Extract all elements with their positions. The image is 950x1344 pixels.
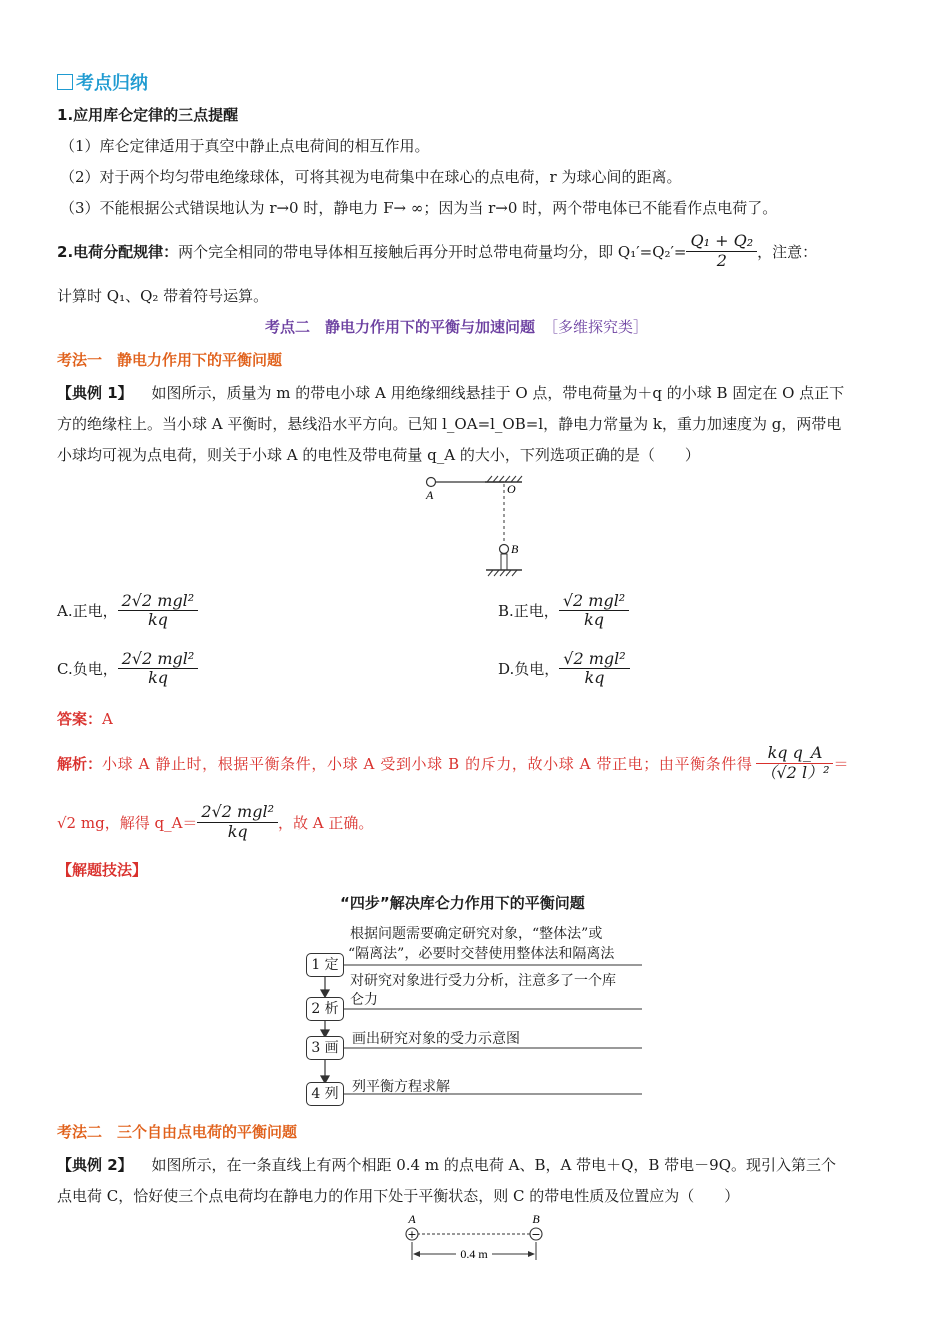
point2-title: 2.电荷分配规律： bbox=[57, 242, 179, 261]
answer: 答案：A bbox=[57, 710, 113, 728]
analysis-fraction-2: $\frac{\text{2√2 mgl²}}{kq}$ bbox=[197, 803, 278, 841]
option-b-den: kq bbox=[584, 610, 604, 630]
step-1-text-2: “隔离法”，必要时交替使用整体法和隔离法 bbox=[348, 946, 615, 962]
step-1-box: 1 定 bbox=[306, 953, 344, 977]
point1-title: 1.应用库仑定律的三点提醒 bbox=[57, 106, 239, 124]
option-a-den: kq bbox=[147, 610, 168, 630]
point2-fraction bbox=[686, 232, 757, 270]
option-a[interactable]: A. 正电， $\frac{\text{2√2 mgl²}}{kq}$ bbox=[57, 592, 198, 630]
analysis-fraction: $\frac{\text{kq q\_A}}{\text{（√2 l）²}}$ bbox=[756, 744, 833, 782]
minus-sign: − bbox=[531, 1228, 541, 1241]
option-d[interactable]: D. 负电， $\frac{\text{√2 mgl²}}{kq}$ bbox=[498, 650, 630, 688]
point2-line1 bbox=[57, 228, 817, 274]
distance-label: 0.4 m bbox=[460, 1247, 488, 1261]
technique-diagram-title: “四步”解决库仑力作用下的平衡问题 bbox=[340, 894, 585, 912]
analysis-label: 解析： bbox=[57, 754, 103, 773]
label-a: A bbox=[426, 488, 434, 502]
charge-a-label: A bbox=[408, 1212, 416, 1226]
step-1-text-1: 根据问题需要确定研究对象，“整体法”或 bbox=[350, 926, 603, 942]
point1-item-1: （1）库仑定律适用于真空中静止点电荷间的相互作用。 bbox=[60, 137, 430, 155]
option-c[interactable]: C. 负电， $\frac{\text{2√2 mgl²}}{kq}$ bbox=[57, 650, 198, 688]
analysis-text: 小球 A 静止时，根据平衡条件，小球 A 受到小球 B 的斥力，故小球 A 带正电；由平衡条件得 bbox=[102, 754, 753, 773]
step-2-text-1: 对研究对象进行受力分析，注意多了一个库 bbox=[350, 973, 616, 989]
option-b[interactable]: B. 正电， $\frac{\text{√2 mgl²}}{kq}$ bbox=[498, 592, 629, 630]
point2-text-after: ，注意： bbox=[757, 242, 818, 261]
point2-text: 两个完全相同的带电导体相互接触后再分开时总带电荷量均分，即 Q₁′=Q₂′= bbox=[178, 242, 687, 261]
analysis-line2: √2 mg，解得 q_A＝ $\frac{\text{2√2 mgl²}}{kq}$ ，故 A 正确。 bbox=[57, 802, 374, 841]
example2-line1: 【典例 2】 如图所示，在一条直线上有两个相距 0.4 m 的点电荷 A、B，A 带电＋Q，B 带电－9Q。现引入第三个 bbox=[57, 1156, 836, 1174]
option-d-num: √2 mgl² bbox=[559, 650, 629, 669]
answer-value: A bbox=[102, 710, 113, 728]
option-d-den: kq bbox=[584, 668, 605, 688]
pendulum-figure bbox=[420, 472, 530, 578]
label-o: O bbox=[507, 482, 516, 496]
step-2-box: 2 析 bbox=[306, 997, 344, 1021]
analysis-line1: 解析： 小球 A 静止时，根据平衡条件，小球 A 受到小球 B 的斥力，故小球 A 带正电；由平衡条件得 $\frac{\text{kq q\_A}}{\text{（√2 l）²}}$ ＝ bbox=[57, 743, 849, 782]
example1-line2: 方的绝缘柱上。当小球 A 平衡时，悬线沿水平方向。已知 l_OA=l_OB=l，静电力常量为 k，重力加速度为 g，两带电 bbox=[57, 415, 842, 433]
point2-frac-den: 2 bbox=[716, 250, 727, 270]
point2-line2: 计算时 Q₁、Q₂ 带着符号运算。 bbox=[57, 287, 269, 305]
ball-b bbox=[500, 545, 509, 554]
step-4-text: 列平衡方程求解 bbox=[352, 1079, 450, 1095]
checkbox-square-icon bbox=[57, 74, 73, 90]
example2-label: 【典例 2】 bbox=[57, 1156, 133, 1174]
step-4-box: 4 列 bbox=[306, 1082, 344, 1106]
option-c-den: kq bbox=[148, 668, 168, 688]
four-step-diagram bbox=[300, 918, 650, 1108]
step-3-text: 画出研究对象的受力示意图 bbox=[352, 1031, 520, 1047]
option-b-num: √2 mgl² bbox=[559, 592, 629, 611]
label-b: B bbox=[511, 542, 519, 556]
plus-sign: + bbox=[407, 1228, 417, 1241]
option-c-num: 2√2 mgl² bbox=[118, 650, 199, 669]
charges-figure bbox=[400, 1212, 555, 1267]
charge-b-label: B bbox=[532, 1212, 540, 1226]
option-a-num: 2√2 mgl² bbox=[118, 592, 199, 611]
example1-line3: 小球均可视为点电荷，则关于小球 A 的电性及带电荷量 q_A 的大小，下列选项正确的是（ ） bbox=[57, 446, 700, 464]
point1-item-2: （2）对于两个均匀带电绝缘球体，可将其视为电荷集中在球心的点电荷，r 为球心间的距离。 bbox=[60, 168, 682, 186]
example1-line1: 【典例 1】 如图所示，质量为 m 的带电小球 A 用绝缘细线悬挂于 O 点，带电荷量为＋q 的小球 B 固定在 O 点正下 bbox=[57, 384, 845, 402]
point2-frac-num: Q₁ + Q₂ bbox=[686, 232, 757, 251]
example2-line2: 点电荷 C，恰好使三个点电荷均在静电力的作用下处于平衡状态，则 C 的带电性质及位置应为（ ） bbox=[57, 1187, 740, 1205]
step-2-text-2: 仑力 bbox=[350, 992, 378, 1008]
ball-a bbox=[427, 478, 436, 487]
topic2-title: 考点二 静电力作用下的平衡与加速问题 ［多维探究类］ bbox=[265, 318, 649, 336]
section-header: 考点归纳 bbox=[57, 69, 148, 95]
topic2-tag: ［多维探究类］ bbox=[543, 318, 649, 336]
step-3-box: 3 画 bbox=[306, 1036, 344, 1060]
point1-item-3: （3）不能根据公式错误地认为 r→0 时，静电力 F→ ∞；因为当 r→0 时，两个带电体已不能看作点电荷了。 bbox=[60, 199, 778, 217]
method2-title: 考法二 三个自由点电荷的平衡问题 bbox=[57, 1123, 298, 1141]
technique-label: 【解题技法】 bbox=[57, 861, 148, 879]
method1-title: 考法一 静电力作用下的平衡问题 bbox=[57, 351, 283, 369]
example1-label: 【典例 1】 bbox=[57, 384, 133, 402]
